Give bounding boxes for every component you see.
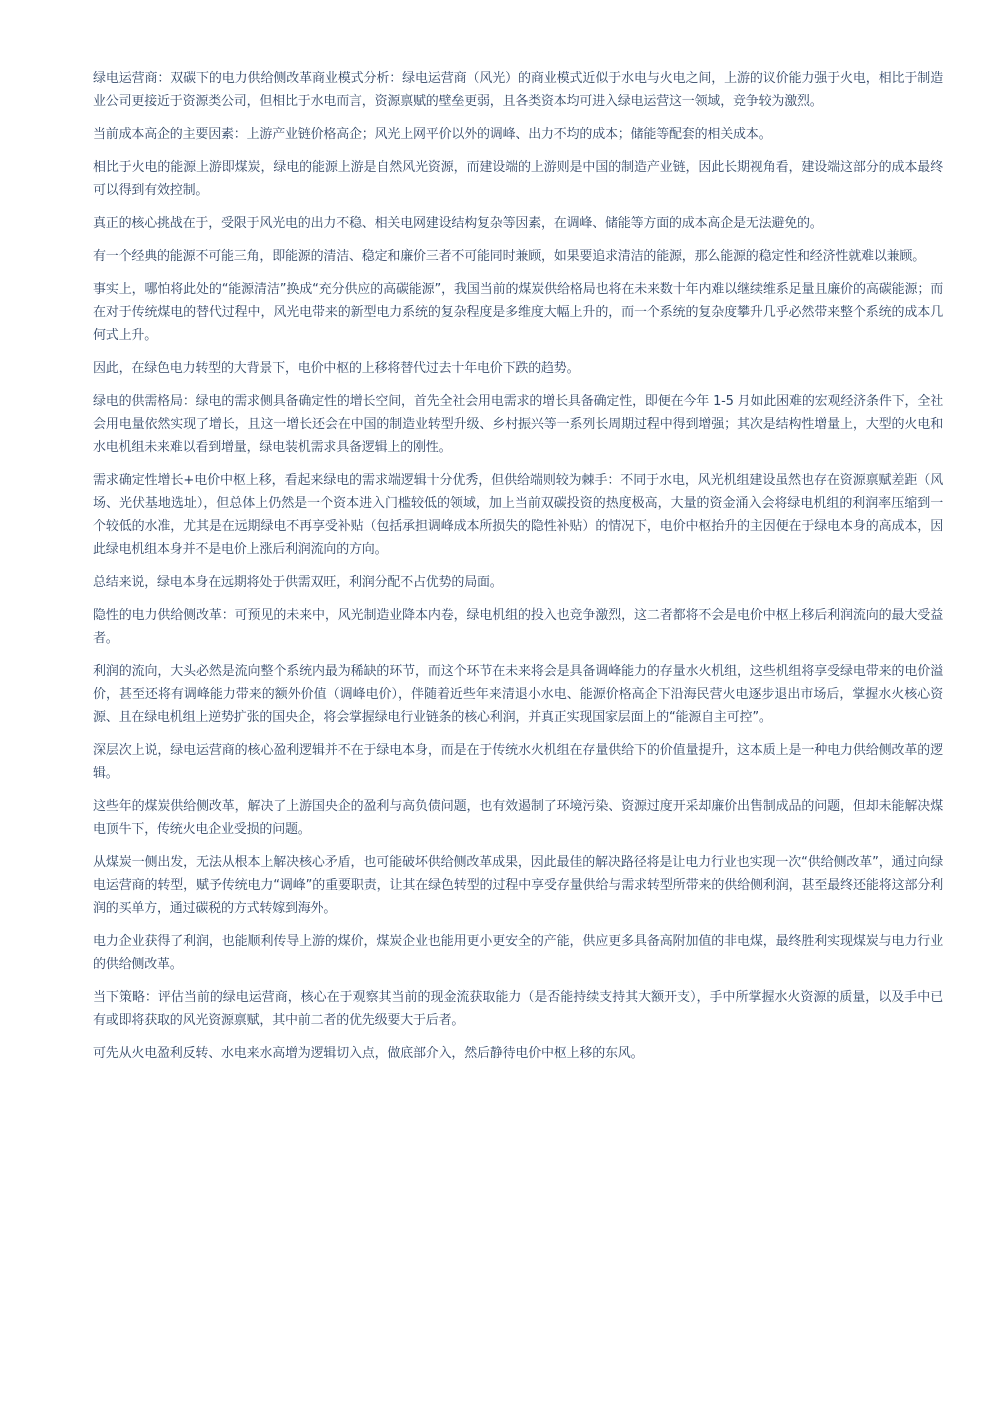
paragraph: 电力企业获得了利润，也能顺利传导上游的煤价，煤炭企业也能用更小更安全的产能，供应更多具备高附加值的非电煤，最终胜利实现煤炭与电力行业的供给侧改革。 (93, 934, 943, 972)
paragraph: 这些年的煤炭供给侧改革，解决了上游国央企的盈利与高负债问题，也有效遏制了环境污染、资源过度开采却廉价出售制成品的问题，但却未能解决煤电顶牛下，传统火电企业受损的问题。 (93, 799, 943, 837)
paragraph: 利润的流向，大头必然是流向整个系统内最为稀缺的环节，而这个环节在未来将会是具备调峰能力的存量水火机组，这些机组将享受绿电带来的电价溢价，甚至还将有调峰能力带来的额外价值（调峰电价），伴随着近些年来清退小水电、能源价格高企下沿海民营火电逐步退出市场后，掌握水火核心资源、且在绿电机组上逆势扩张的国央企，将会掌握绿电行业链条的核心利润，并真正实现国家层面上的“能源自主可控”。 (93, 664, 943, 725)
paragraph: 相比于火电的能源上游即煤炭，绿电的能源上游是自然风光资源，而建设端的上游则是中国的制造产业链，因此长期视角看，建设端这部分的成本最终可以得到有效控制。 (93, 160, 943, 198)
paragraph: 总结来说，绿电本身在远期将处于供需双旺，利润分配不占优势的局面。 (93, 575, 503, 590)
paragraph: 需求确定性增长+电价中枢上移，看起来绿电的需求端逻辑十分优秀，但供给端则较为棘手：不同于水电，风光机组建设虽然也存在资源禀赋差距（风场、光伏基地选址），但总体上仍然是一个资本进入门槛较低的领域，加上当前双碳投资的热度极高，大量的资金涌入会将绿电机组的利润率压缩到一个较低的水准，尤其是在远期绿电不再享受补贴（包括承担调峰成本所损失的隐性补贴）的情况下，电价中枢抬升的主因便在于绿电本身的高成本，因此绿电机组本身并不是电价上涨后利润流向的方向。 (93, 473, 943, 557)
paragraph: 绿电运营商：双碳下的电力供给侧改革商业模式分析：绿电运营商（风光）的商业模式近似于水电与火电之间，上游的议价能力强于火电，相比于制造业公司更接近于资源类公司，但相比于水电而言，资源禀赋的壁垒更弱，且各类资本均可进入绿电运营这一领域，竞争较为激烈。 (93, 71, 943, 109)
paragraph: 有一个经典的能源不可能三角，即能源的清洁、稳定和廉价三者不可能同时兼顾，如果要追求清洁的能源，那么能源的稳定性和经济性就难以兼顾。 (93, 249, 926, 264)
paragraph: 深层次上说，绿电运营商的核心盈利逻辑并不在于绿电本身，而是在于传统水火机组在存量供给下的价值量提升，这本质上是一种电力供给侧改革的逻辑。 (93, 743, 943, 781)
paragraph: 绿电的供需格局：绿电的需求侧具备确定性的增长空间，首先全社会用电需求的增长具备确定性，即便在今年 1-5 月如此困难的宏观经济条件下，全社会用电量依然实现了增长，且这一增长还会在中国的制造业转型升级、乡村振兴等一系列长周期过程中得到增强；其次是结构性增量上，大型的火电和水电机组未来难以看到增量，绿电装机需求具备逻辑上的刚性。 (93, 394, 943, 455)
paragraph: 真正的核心挑战在于，受限于风光电的出力不稳、相关电网建设结构复杂等因素，在调峰、储能等方面的成本高企是无法避免的。 (93, 216, 823, 231)
paragraph: 事实上，哪怕将此处的“能源清洁”换成“充分供应的高碳能源”，我国当前的煤炭供给格局也将在未来数十年内难以继续维系足量且廉价的高碳能源；而在对于传统煤电的替代过程中，风光电带来的新型电力系统的复杂程度是多维度大幅上升的，而一个系统的复杂度攀升几乎必然带来整个系统的成本几何式上升。 (93, 282, 943, 343)
paragraph: 可先从火电盈利反转、水电来水高增为逻辑切入点，做底部介入，然后静待电价中枢上移的东风。 (93, 1046, 644, 1061)
paragraph: 因此，在绿色电力转型的大背景下，电价中枢的上移将替代过去十年电价下跌的趋势。 (93, 361, 580, 376)
document-body (93, 67, 943, 1075)
paragraph: 当下策略：评估当前的绿电运营商，核心在于观察其当前的现金流获取能力（是否能持续支持其大额开支），手中所掌握水火资源的质量，以及手中已有或即将获取的风光资源禀赋，其中前二者的优先级要大于后者。 (93, 990, 943, 1028)
paragraph: 当前成本高企的主要因素：上游产业链价格高企；风光上网平价以外的调峰、出力不均的成本；储能等配套的相关成本。 (93, 127, 772, 142)
paragraph: 隐性的电力供给侧改革：可预见的未来中，风光制造业降本内卷，绿电机组的投入也竞争激烈，这二者都将不会是电价中枢上移后利润流向的最大受益者。 (93, 608, 943, 646)
paragraph: 从煤炭一侧出发，无法从根本上解决核心矛盾，也可能破坏供给侧改革成果，因此最佳的解决路径将是让电力行业也实现一次“供给侧改革”，通过向绿电运营商的转型，赋予传统电力“调峰”的重要职责，让其在绿色转型的过程中享受存量供给与需求转型所带来的供给侧利润，甚至最终还能将这部分利润的买单方，通过碳税的方式转嫁到海外。 (93, 855, 943, 916)
